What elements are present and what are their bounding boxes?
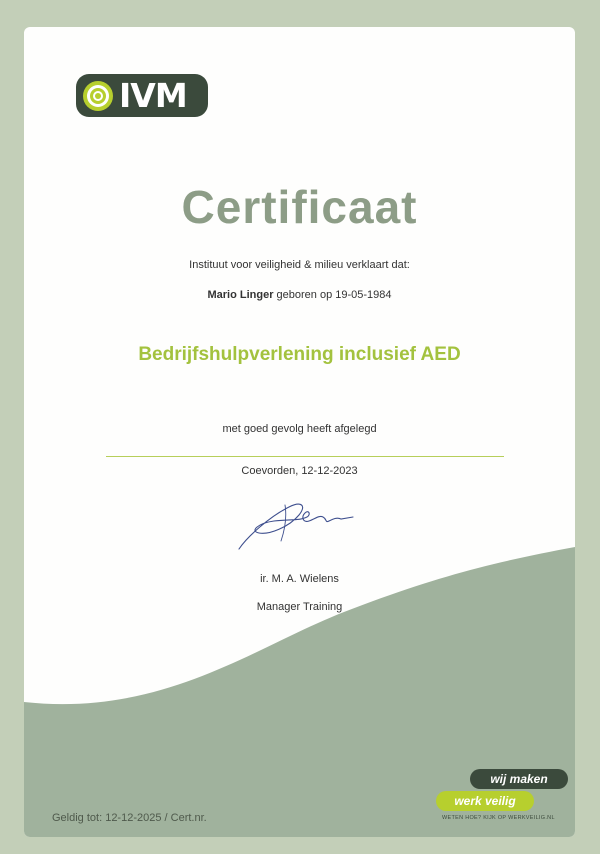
intro-text: Instituut voor veiligheid & milieu verklaart dat: — [189, 259, 410, 271]
divider — [106, 456, 504, 457]
certificate-title: Certificaat — [181, 181, 418, 233]
target-ring-icon — [81, 79, 115, 113]
holder-line — [24, 289, 575, 301]
slogan-top: wij maken — [470, 769, 568, 789]
signature — [229, 487, 369, 557]
place-date: Coevorden, 12-12-2023 — [241, 465, 358, 477]
brand-tagline: WETEN HOE? KIJK OP WERKVEILIG.NL — [442, 815, 555, 821]
validity-text: Geldig tot: 12-12-2025 / Cert.nr. — [52, 812, 207, 824]
werkveilig-brand — [434, 767, 574, 827]
passed-text: met goed gevolg heeft afgelegd — [222, 423, 377, 435]
signer-name: ir. M. A. Wielens — [260, 573, 339, 585]
holder-birthdate: geboren op 19-05-1984 — [273, 289, 392, 301]
logo-wordmark: IVM — [119, 76, 187, 115]
ivm-logo — [76, 74, 208, 117]
certificate-card — [24, 27, 575, 837]
course-title: Bedrijfshulpverlening inclusief AED — [138, 344, 461, 365]
slogan-bottom: werk veilig — [436, 791, 534, 811]
signer-role: Manager Training — [256, 601, 343, 613]
holder-name: Mario Linger — [207, 289, 274, 301]
